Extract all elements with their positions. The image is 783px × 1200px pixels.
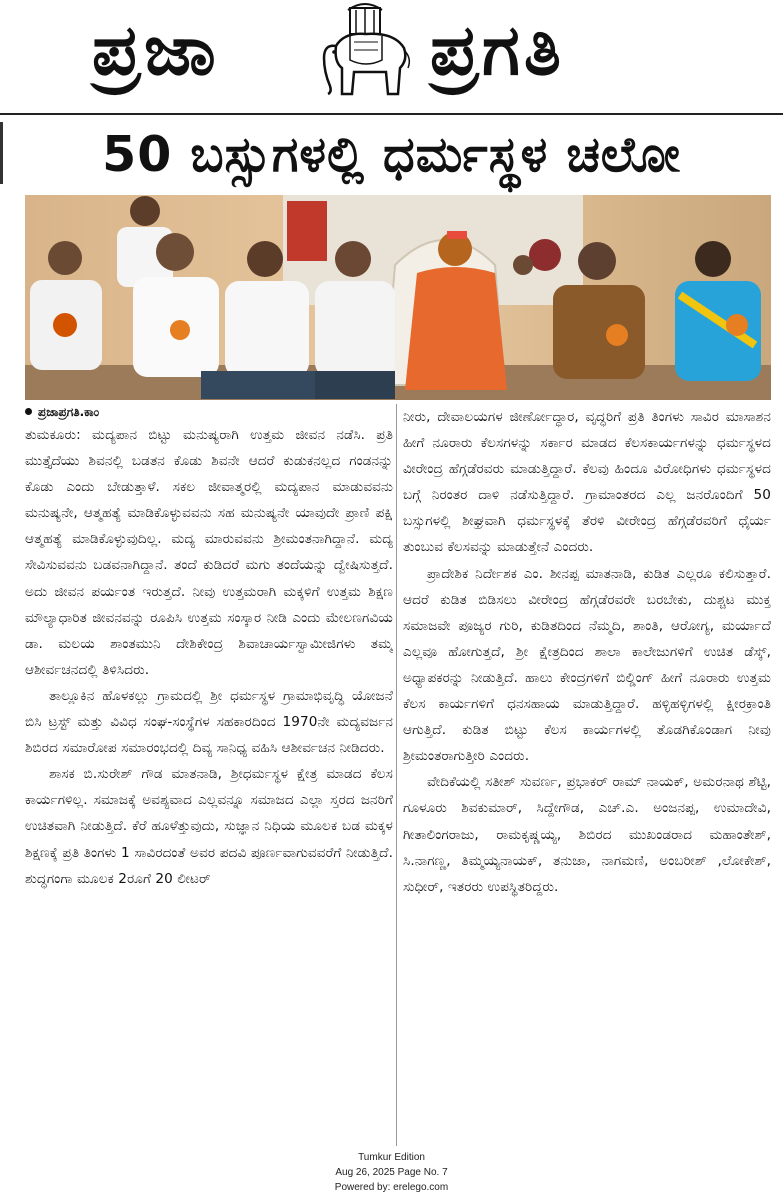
paragraph: ಪ್ರಾದೇಶಿಕ ನಿರ್ದೇಶಕ ಎಂ. ಶೀನಪ್ಪ ಮಾತನಾಡಿ, ಕುಡಿತ ಎಲ್ಲರೂ ಕಲಿಸುತ್ತಾರೆ. ಆದರೆ ಕುಡಿತ ಬಿಡಿಸಲು ವೀರೇಂದ್ರ ಹೆಗ್ಗಡೆರವರೇ ಬರಬೇಕು, ದುಶ್ಚಟ ಮುಕ್ತ ಸಮಾಜವೇ ಪೂಜ್ಯರ ಗುರಿ, ಕುಡಿತದಿಂದ ನೆಮ್ಮದಿ, ಶಾಂತಿ, ಆರೋಗ್ಯ, ಮರ್ಯಾದೆ ಎಲ್ಲವೂ ಹೋಗುತ್ತದೆ, ಶ್ರೀ ಕ್ಷೇತ್ರದಿಂದ ಶಾಲಾ ಕಾಲೇಜುಗಳಿಗೆ ಉಚಿತ ಡೆಸ್ಕ್, ಅಧ್ಯಾಪಕರನ್ನು ನೀಡುತ್ತಿದೆ. ಹಾಲು ಕೇಂದ್ರಗಳಿಗೆ ಬಿಲ್ಡಿಂಗ್ ಹೀಗೆ ನೂರಾರು ಉತ್ತಮ ಕೆಲಸ ಕಾರ್ಯಗಳಿಗೆ ಧನಸಹಾಯ ಮಾಡುತ್ತಿದ್ದಾರೆ. ಹಳ್ಳಿಹಳ್ಳಿಗಳಲ್ಲಿ ಕ್ಷೀರಕ್ರಾಂತಿ ಆಗುತ್ತಿದೆ. ಕುಡಿತ ಬಿಟ್ಟು ಕೆಲಸ ಕಾರ್ಯಗಳಲ್ಲಿ ತೊಡಗಿಕೊಂಡಾಗ ನೀವು ಶ್ರೀಮಂತರಾಗುತ್ತೀರಿ ಎಂದರು. — [403, 565, 771, 765]
event-photo — [25, 195, 771, 400]
article-column-left — [25, 422, 393, 1157]
masthead — [0, 0, 783, 112]
article-headline: 50 ಬಸ್ಸುಗಳಲ್ಲಿ ಧರ್ಮಸ್ಥಳ ಚಲೋ — [102, 126, 681, 183]
bullet-icon — [25, 408, 32, 415]
masthead-title-right: ಪ್ರಗತಿ — [430, 9, 565, 91]
photo-credit — [25, 403, 99, 421]
column-divider — [396, 404, 397, 1146]
masthead-title-left: ಪ್ರಜಾ — [92, 9, 220, 91]
paragraph: ಶಾಸಕ ಬಿ.ಸುರೇಶ್ ಗೌಡ ಮಾತನಾಡಿ, ಶ್ರೀಧರ್ಮಸ್ಥಳ ಕ್ಷೇತ್ರ ಮಾಡದ ಕೆಲಸ ಕಾರ್ಯಗಳಿಲ್ಲ. ಸಮಾಜಕ್ಕೆ ಅವಶ್ಯವಾದ ಎಲ್ಲವನ್ನೂ ಸಮಾಜದ ಎಲ್ಲಾ ಸ್ತರದ ಜನರಿಗೆ ಉಚಿತವಾಗಿ ನೀಡುತ್ತಿದೆ. ಕೆರೆ ಹೂಳೆತ್ತುವುದು, ಸುಜ್ಞಾನ ನಿಧಿಯ ಮೂಲಕ ಬಡ ಮಕ್ಕಳ ಶಿಕ್ಷಣಕ್ಕೆ ಪ್ರತಿ ತಿಂಗಳು 1 ಸಾವಿರದಂತೆ ಅವರ ಪದವಿ ಪೂರ್ಣವಾಗುವವರೆಗೆ ನೀಡುತ್ತಿದೆ. ಶುದ್ಧಗಂಗಾ ಮೂಲಕ 2ರೂಗೆ 20 ಲೀಟರ್ — [25, 766, 393, 887]
article-column-right — [403, 404, 771, 1139]
paragraph: ತುಮಕೂರು: ಮದ್ಯಪಾನ ಬಿಟ್ಟು ಮನುಷ್ಯರಾಗಿ ಉತ್ತಮ ಜೀವನ ನಡೆಸಿ. ಪ್ರತಿ ಮುತ್ತೈದೆಯು ಶಿವನಲ್ಲಿ ಬಡತನ ಕೊಡು ಶಿವನೇ ಆದರೆ ಕುಡುಕನಲ್ಲದ ಗಂಡನನ್ನು ಕೊಡು ಎಂದು ಬೇಡುತ್ತಾಳೆ. ಸಕಲ ಜೀವಾತ್ಮರಲ್ಲಿ ಮದ್ಯಪಾನ ಮಾಡುವವನು ಮನುಷ್ಯನೇ, ಆತ್ಮಹತ್ಯೆ ಮಾಡಿಕೊಳ್ಳುವವನು ಸಹ ಮನುಷ್ಯನೇ ಯಾವುದೇ ಪ್ರಾಣಿ ಪಕ್ಷಿ ಆತ್ಮಹತ್ಯೆ ಮಾಡಿಕೊಳ್ಳುವುದಿಲ್ಲ. ಮದ್ಯ ಮಾರುವವನು ಶ್ರೀಮಂತನಾಗಿದ್ದಾನೆ. ಮದ್ಯ ಸೇವಿಸುವವನು ಬಡವನಾಗಿದ್ದಾನೆ. ತಂದೆ ಕುಡಿದರೆ ಮಗು ತಂದೆಯನ್ನು ದ್ವೇಷಿಸುತ್ತದೆ. ಅದು ಜೀವನ ಪರ್ಯಂತ ಇರುತ್ತದೆ. ನೀವು ಉತ್ತಮರಾಗಿ ಮಕ್ಕಳಿಗೆ ಉತ್ತಮ ಶಿಕ್ಷಣ ಮೌಲ್ಯಾಧಾರಿತ ಜೀವನವನ್ನು ರೂಪಿಸಿ ಉತ್ತಮ ಸಂಸ್ಕಾರ ನೀಡಿ ಎಂದು ಮೇಲಣಗವಿಯ ಡಾ. ಮಲಯ ಶಾಂತಮುನಿ ದೇಶಿಕೇಂದ್ರ ಶಿವಾಚಾರ್ಯಸ್ವಾಮೀಜಿಗಳು ತಮ್ಮ ಆಶೀರ್ವಚನದಲ್ಲಿ ತಿಳಿಸಿದರು. — [25, 427, 393, 678]
paragraph: ವೇದಿಕೆಯಲ್ಲಿ ಸತೀಶ್ ಸುವರ್ಣ, ಪ್ರಭಾಕರ್ ರಾಮ್ ನಾಯಕ್, ಅಮರನಾಥ ಶೆಟ್ಟಿ, ಗೂಳೂರು ಶಿವಕುಮಾರ್, ಸಿದ್ದೇಗೌಡ, ಎಚ್.ಎ. ಅಂಜನಪ್ಪ, ಉಮಾದೇವಿ, ಗೀತಾಲಿಂಗರಾಜು, ರಾಮಕೃಷ್ಣಯ್ಯ, ಶಿಬಿರದ ಮುಖಂಡರಾದ ಮಹಾಂತೇಶ್, ಸಿ.ನಾಗಣ್ಣ, ತಿಮ್ಮಯ್ಯನಾಯಕ್, ತನುಜಾ, ನಾಗಮಣಿ, ಅಂಬರೀಶ್ ,ಲೋಕೇಶ್, ಸುಧೀರ್, ಇತರರು ಉಪಸ್ಥಿತರಿದ್ದರು. — [403, 774, 771, 895]
masthead-rule — [0, 113, 783, 115]
paragraph: ತಾಲ್ಲೂಕಿನ ಹೊಳಕಲ್ಲು ಗ್ರಾಮದಲ್ಲಿ ಶ್ರೀ ಧರ್ಮಸ್ಥಳ ಗ್ರಾಮಾಭಿವೃದ್ಧಿ ಯೋಜನೆ ಬಿಸಿ ಟ್ರಸ್ಟ್ ಮತ್ತು ವಿವಿಧ ಸಂಘ-ಸಂಸ್ಥೆಗಳ ಸಹಕಾರದಿಂದ 1970ನೇ ಮದ್ಯವರ್ಜನ ಶಿಬಿರದ ಸಮಾರೋಪ ಸಮಾರಂಭದಲ್ಲಿ ದಿವ್ಯ ಸಾನಿಧ್ಯ ವಹಿಸಿ ಆಶೀರ್ವಚನ ನೀಡಿದರು. — [25, 687, 393, 757]
page-footer — [0, 1150, 783, 1195]
powered-by-label: Powered by: erelego.com — [334, 1182, 449, 1193]
edition-label: Tumkur Edition — [358, 1152, 425, 1163]
date-page-label: Aug 26, 2025 Page No. 7 — [335, 1167, 448, 1178]
paragraph: ನೀರು, ದೇವಾಲಯಗಳ ಜೀರ್ಣೋದ್ಧಾರ, ವೃದ್ಧರಿಗೆ ಪ್ರತಿ ತಿಂಗಳು ಸಾವಿರ ಮಾಸಾಶನ ಹೀಗೆ ನೂರಾರು ಕೆಲಸಗಳನ್ನು ಸರ್ಕಾರ ಮಾಡದ ಕೆಲಸಕಾರ್ಯಗಳನ್ನು ಧರ್ಮಸ್ಥಳದ ವೀರೇಂದ್ರ ಹೆಗ್ಗಡೆರವರು ಮಾಡುತ್ತಿದ್ದಾರೆ. ಕೆಲವು ಹಿಂದೂ ವಿರೋಧಿಗಳು ಧರ್ಮಸ್ಥಳದ ಬಗ್ಗೆ ನಿರಂತರ ದಾಳಿ ನಡೆಸುತ್ತಿದ್ದಾರೆ. ಗ್ರಾಮಾಂತರದ ಎಲ್ಲ ಜನರೊಂದಿಗೆ 50 ಬಸ್ಸುಗಳಲ್ಲಿ ಶೀಘ್ರವಾಗಿ ಧರ್ಮಸ್ಥಳಕ್ಕೆ ತೆರಳಿ ವೀರೇಂದ್ರ ಹೆಗ್ಗಡೆರವರಿಗೆ ಧೈರ್ಯ ತುಂಬುವ ಕೆಲಸವನ್ನು ಮಾಡುತ್ತೇನೆ ಎಂದರು. — [403, 409, 771, 556]
elephant-howdah-logo-icon — [314, 2, 424, 102]
photo-credit-text: ಪ್ರಜಾಪ್ರಗತಿ.ಕಾಂ — [38, 405, 100, 419]
